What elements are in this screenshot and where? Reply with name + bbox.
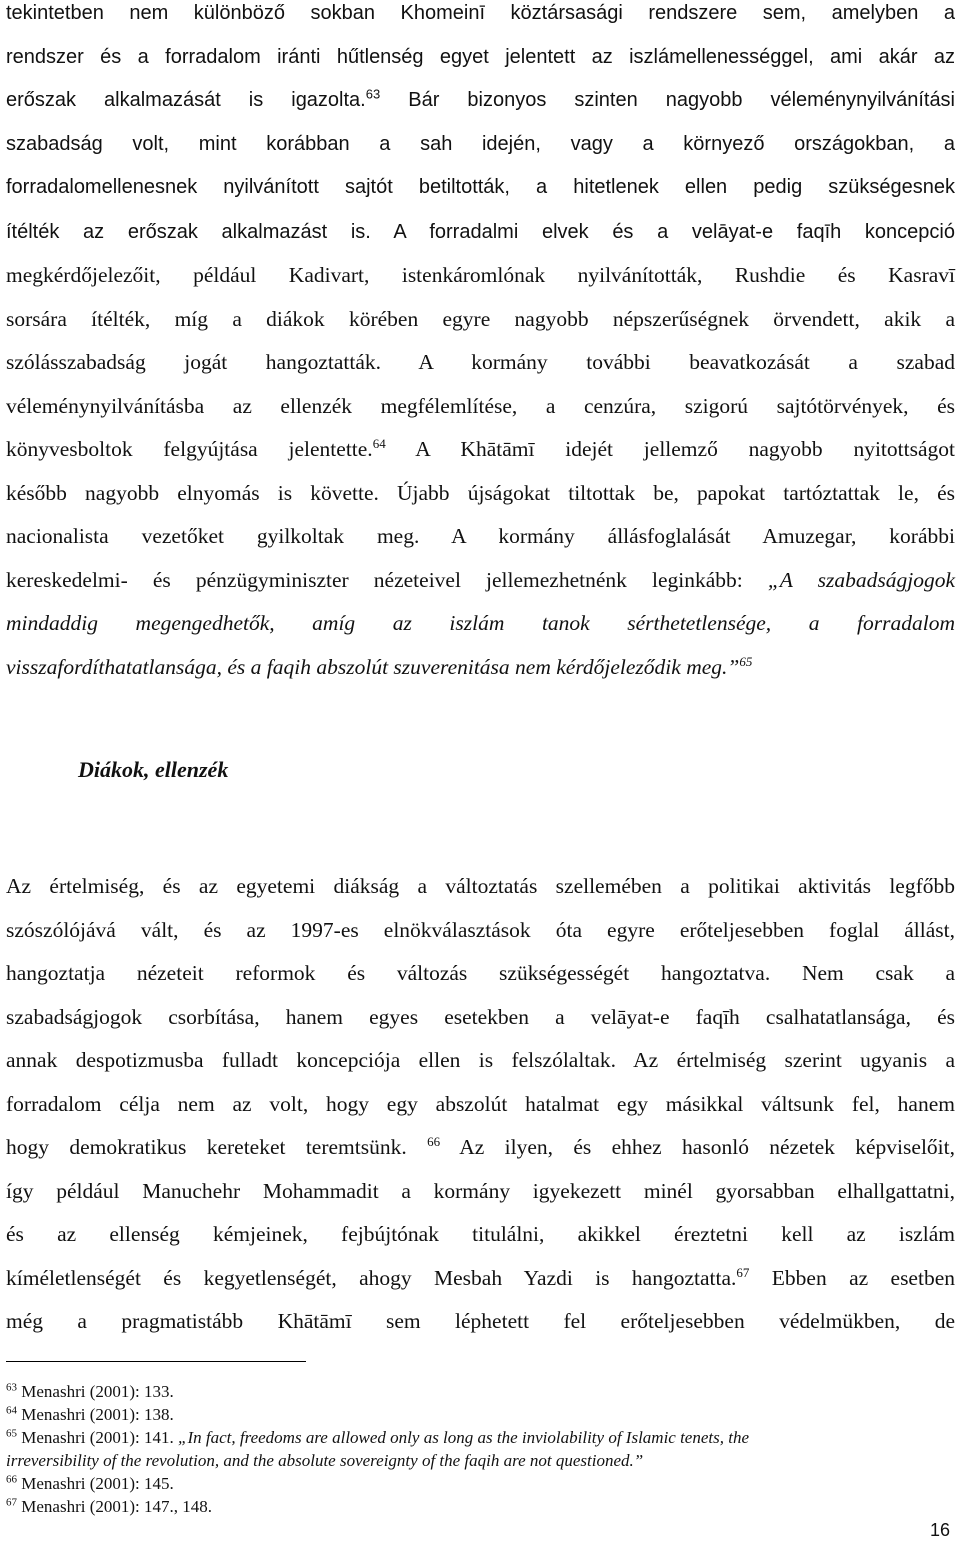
page-number: 16 bbox=[929, 1520, 950, 1540]
text-line: szólásszabadság jogát hangoztatták. A kormány további beavatkozását a szabad bbox=[6, 350, 955, 374]
footnote-text: Menashri (2001): 138. bbox=[17, 1405, 174, 1424]
text-span: ítélték az erőszak alkalmazást is. bbox=[6, 220, 371, 243]
text-line: Az értelmiség, és az egyetemi diákság a változtatás szellemében a politikai aktivitás legfőbb bbox=[6, 874, 955, 898]
footnote-ref[interactable]: 65 bbox=[739, 653, 753, 669]
quote-span: mindaddig megengedhetők, amíg az iszlám tanok sérthetetlensége, a forradalom bbox=[6, 611, 955, 635]
text-line bbox=[6, 646, 955, 690]
paragraph-2 bbox=[6, 865, 955, 1344]
text-line: szabadság volt, mint korábban a sah idején, vagy a környező országokban, a bbox=[6, 132, 955, 155]
footnote-separator bbox=[6, 1361, 306, 1362]
footnote bbox=[6, 1495, 946, 1518]
footnote-number: 63 bbox=[6, 1381, 17, 1394]
text-line bbox=[6, 1126, 955, 1170]
footnote bbox=[6, 1380, 946, 1403]
text-line: szószólójává vált, és az 1997-es elnökválasztások óta egyre erőteljesebben foglal állást, bbox=[6, 917, 955, 942]
text-line: tekintetben nem különböző sokban Khomeinī köztársasági rendszere sem, amelyben a bbox=[6, 2, 955, 24]
footnote-quote: „In fact, freedoms are allowed only as long as the inviolability of Islamic tenets, the bbox=[178, 1428, 750, 1447]
text-span: erőszak alkalmazását is igazolta. bbox=[6, 89, 366, 111]
text-line bbox=[6, 210, 955, 255]
footnote-number: 66 bbox=[6, 1473, 17, 1486]
quote-span: „A szabadságjogok bbox=[767, 567, 955, 592]
text-line: nacionalista vezetőket gyilkoltak meg. A kormány állásfoglalását Amuzegar, korábbi bbox=[6, 524, 955, 548]
footnote bbox=[6, 1472, 946, 1495]
text-line: forradalom célja nem az volt, hogy egy abszolút hatalmat egy másikkal váltsunk fel, hanem bbox=[6, 1091, 955, 1116]
text-line: véleménynyilvánításba az ellenzék megfélemlítése, a cenzúra, szigorú sajtótörvények, és bbox=[6, 393, 955, 418]
footnote-text: Menashri (2001): 141. bbox=[17, 1428, 179, 1447]
text-line: sorsára ítélték, míg a diákok körében egyre nagyobb népszerűségnek örvendett, akik a bbox=[6, 306, 955, 331]
text-span: könyvesboltok felgyújtása jelentette. bbox=[6, 437, 373, 461]
footnote-ref[interactable]: 63 bbox=[365, 86, 381, 102]
text-span: A forradalmi elvek és a velāyat-e faqīh koncepció bbox=[370, 220, 955, 243]
text-span: kíméletlenségét és kegyetlenségét, ahogy Mesbah Yazdi is hangoztatta. bbox=[6, 1265, 737, 1290]
footnote-ref[interactable]: 67 bbox=[736, 1264, 750, 1280]
section-heading: Diákok, ellenzék bbox=[78, 757, 229, 782]
quote-span: visszafordíthatatlansága, és a faqih abszolút szuverenitása nem kérdőjeleződik meg.” bbox=[6, 654, 740, 679]
text-line bbox=[6, 1257, 955, 1301]
footnote-number: 67 bbox=[6, 1496, 17, 1509]
footnote-ref[interactable]: 64 bbox=[372, 435, 386, 451]
text-span: kereskedelmi- és pénzügyminiszter nézeteivel jellemezhetnénk leginkább: bbox=[6, 567, 768, 592]
text-line: szabadságjogok csorbítása, hanem egyes esetekben a velāyat-e faqīh csalhatatlansága, és bbox=[6, 1004, 955, 1029]
paragraph-1 bbox=[6, 0, 955, 689]
text-line: így például Manuchehr Mohammadit a kormány igyekezett minél gyorsabban elhallgattatni, bbox=[6, 1178, 955, 1203]
text-line: forradalomellenesnek nyilvánított sajtót betiltották, a hitetlenek ellen pedig szükségesnek bbox=[6, 176, 955, 198]
footnote bbox=[6, 1403, 946, 1426]
footnote bbox=[6, 1426, 946, 1472]
footnote-quote: irreversibility of the revolution, and the absolute sovereignty of the faqih are not questioned.” bbox=[6, 1451, 644, 1470]
footnote-text: Menashri (2001): 133. bbox=[17, 1382, 174, 1401]
footnote-number: 64 bbox=[6, 1404, 17, 1417]
text-line bbox=[6, 602, 955, 646]
text-span: Ebben az esetben bbox=[749, 1265, 955, 1290]
footnote-text: Menashri (2001): 145. bbox=[17, 1474, 174, 1493]
footnote-ref[interactable]: 66 bbox=[427, 1133, 441, 1149]
text-line: még a pragmatistább Khātāmī sem léphetett fel erőteljesebben védelmükben, de bbox=[6, 1309, 955, 1333]
footnotes bbox=[6, 1380, 946, 1518]
text-line: és az ellenség kémjeinek, fejbújtónak titulálni, akikkel éreztetni kell az iszlám bbox=[6, 1222, 955, 1246]
text-span: A Khātāmī idejét jellemző nagyobb nyitottságot bbox=[385, 437, 955, 461]
text-line: később nagyobb elnyomás is követte. Újabb újságokat tiltottak be, papokat tartóztattak le, és bbox=[6, 480, 955, 505]
text-line: annak despotizmusba fulladt koncepciója ellen is felszólaltak. Az értelmiség szerint ugyanis a bbox=[6, 1048, 955, 1072]
text-line: hangoztatja nézeteit reformok és változás szükségességét hangoztatva. Nem csak a bbox=[6, 961, 955, 985]
text-span: Bár bizonyos szinten nagyobb véleménynyilvánítási bbox=[380, 89, 956, 111]
text-line bbox=[6, 79, 955, 123]
text-line bbox=[6, 428, 955, 472]
footnote-text: Menashri (2001): 147., 148. bbox=[17, 1497, 213, 1516]
text-span: hogy demokratikus kereteket teremtsünk. bbox=[6, 1135, 428, 1159]
text-line: rendszer és a forradalom iránti hűtlenség egyet jelentett az iszlámellenességgel, ami akár az bbox=[6, 45, 955, 68]
text-line bbox=[6, 559, 955, 603]
footnote-number: 65 bbox=[6, 1427, 17, 1440]
text-line: megkérdőjelezőit, például Kadivart, istenkáromlónak nyilvánították, Rushdie és Kasravī bbox=[6, 263, 955, 287]
text-span: Az ilyen, és ehhez hasonló nézetek képviselőit, bbox=[440, 1135, 955, 1159]
